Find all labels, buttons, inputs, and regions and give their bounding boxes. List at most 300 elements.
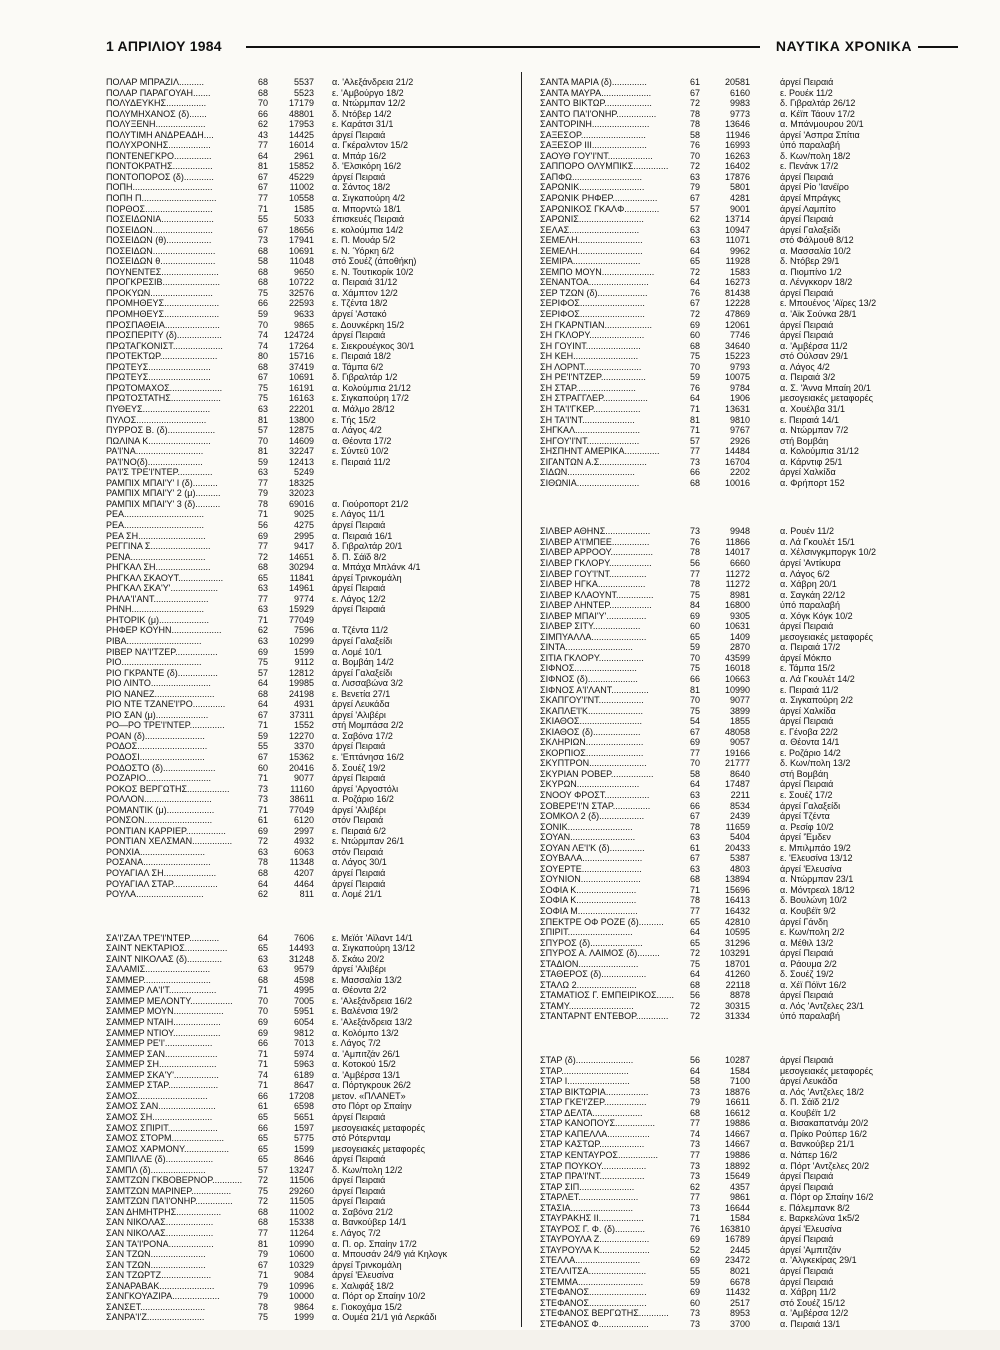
tonnage: 11264 xyxy=(289,1227,314,1238)
ship-name: ΣΑΝ ΝΙΚΟΛΑΣ................... xyxy=(106,1227,214,1238)
ship-row xyxy=(106,341,508,352)
ship-row xyxy=(540,246,900,257)
ship-row xyxy=(540,88,900,99)
ship-status: ε. Σουέζ 17/2 xyxy=(780,790,833,800)
ship-status: α. 'Αλεξάνδρεια 21/2 xyxy=(332,77,414,87)
ship-row xyxy=(540,990,900,1001)
build-year: 71 xyxy=(257,1080,268,1091)
ship-row xyxy=(540,225,900,236)
ship-name: ΣΤΑΡ Ι......................... xyxy=(540,1076,630,1087)
ship-status: ε. Πενάνκ 17/2 xyxy=(780,161,839,172)
ship-name: ΡΙΟ ΝΤΕ ΤΖΑΝΕ'Ι'ΡΟ............. xyxy=(106,699,226,710)
ship-status: α. Θέοντα 14/1 xyxy=(780,737,840,748)
build-year: 79 xyxy=(689,182,700,193)
ship-name: ΣΗ ΣΤΑΡ........................ xyxy=(540,382,636,393)
ship-row xyxy=(540,172,900,183)
tonnage: 17487 xyxy=(724,779,750,790)
build-year: 59 xyxy=(257,456,268,467)
ship-name: ΣΑΡΩΝΙΚ.......................... xyxy=(540,182,645,193)
ship-row xyxy=(106,1249,508,1260)
ship-name: ΡΗΛΑ'Ι'ΑΝΤ...................... xyxy=(106,593,209,604)
build-year: 74 xyxy=(689,1128,700,1139)
build-year: 68 xyxy=(257,77,268,87)
ship-row xyxy=(106,1270,508,1281)
build-year: 68 xyxy=(689,477,700,488)
ship-row xyxy=(106,1186,508,1197)
ship-name: ΡΕΓΓΙΝΑ Σ........................ xyxy=(106,541,211,552)
build-year: 66 xyxy=(689,467,700,478)
tonnage: 48058 xyxy=(724,726,750,737)
ship-row xyxy=(106,636,508,647)
tonnage: 11946 xyxy=(725,129,750,140)
ship-row xyxy=(540,109,900,120)
ship-row xyxy=(106,1101,508,1112)
build-year: 59 xyxy=(689,372,700,383)
ship-name: ΣΙΤΙΑ ΓΚΛΟΡΥ.................. xyxy=(540,652,644,663)
tonnage: 7746 xyxy=(729,330,750,341)
ship-row xyxy=(106,77,508,88)
ship-name: ΠΟΣΕΙΔΩΝ........................ xyxy=(106,224,213,235)
build-year: 60 xyxy=(689,330,700,341)
tonnage: 9864 xyxy=(293,1301,314,1312)
ship-row xyxy=(106,541,508,552)
build-year: 61 xyxy=(689,842,700,853)
build-year: 64 xyxy=(689,779,700,790)
ship-status: στό Ρότερνταμ xyxy=(332,1133,391,1144)
ship-row xyxy=(540,235,900,246)
ship-row xyxy=(106,509,508,520)
ship-status: άργεί Λευκάδα xyxy=(780,1076,838,1087)
build-year: 68 xyxy=(257,361,268,372)
ship-status: ε. Μεϊότ 'Αϊλαντ 14/1 xyxy=(332,932,413,943)
build-year: 60 xyxy=(257,762,268,773)
ship-row xyxy=(540,1182,900,1193)
ship-row xyxy=(106,320,508,331)
ship-row xyxy=(540,309,900,320)
ship-name: ΡΙΟ ΓΚΡΑΝΤΕ (δ)................ xyxy=(106,667,218,678)
ship-status: ύπό παραλαβή xyxy=(780,140,840,151)
build-year: 71 xyxy=(257,1270,268,1281)
tonnage: 17953 xyxy=(288,119,314,130)
ship-row xyxy=(106,1144,508,1155)
ship-row xyxy=(540,885,900,896)
ship-name: ΣΑΠΠΟΡΟ ΟΛΥΜΠΙΚΣ.............. xyxy=(540,161,669,172)
build-year: 59 xyxy=(257,309,268,320)
ship-row xyxy=(540,425,900,436)
build-year: 74 xyxy=(257,340,268,351)
ship-row xyxy=(106,879,508,890)
tonnage: 9025 xyxy=(293,509,314,520)
build-year: 67 xyxy=(689,193,700,204)
ship-name: ΡΙΟ ΝΑΝΕΖ........................ xyxy=(106,688,215,699)
build-year: 65 xyxy=(689,937,700,948)
tonnage: 17208 xyxy=(288,1090,314,1101)
ship-status: ε. Δουνκέρκη 15/2 xyxy=(332,319,405,330)
ship-status: ύπό παραλαβή xyxy=(780,600,840,611)
tonnage: 10287 xyxy=(724,1055,750,1066)
ship-name: ΠΟΣΕΙΔΩΝΙΑ..................... xyxy=(106,214,214,225)
ship-name: ΣΑΝ ΤΑ'Ι'ΡΟΝΑ.................. xyxy=(106,1238,214,1249)
build-year: 59 xyxy=(689,1276,700,1287)
ship-status: στό Σουέζ 15/12 xyxy=(780,1297,846,1308)
ship-name: ΣΤΑΣΙΑ......................... xyxy=(540,1202,633,1213)
ship-name: ΣΤΑΡ ΔΕΛΤΑ.................... xyxy=(540,1107,643,1118)
ship-name: ΠΡΟΓΚΡΕΣΙΒ....................... xyxy=(106,277,221,288)
ship-status: α. Λά Γκουλέτ 15/1 xyxy=(780,536,855,547)
ship-status: στο Πόρτ ορ Σπαίην xyxy=(332,1101,412,1112)
ship-name: ΣΙΛΒΕΡ Α'Ι'ΜΠΕΕ............... xyxy=(540,536,650,547)
build-year: 66 xyxy=(689,673,700,684)
build-year: 77 xyxy=(689,1118,700,1129)
build-year: 72 xyxy=(689,1000,700,1011)
tonnage: 10016 xyxy=(724,477,750,488)
ship-status: δ. Π. Σάϊδ 21/2 xyxy=(780,1097,840,1108)
ship-status: ε. Λάγος 7/2 xyxy=(332,1227,381,1238)
build-year: 69 xyxy=(689,737,700,748)
ship-status: δ. Κων/πολη 12/2 xyxy=(332,1164,403,1175)
ship-name: ΡΗΓΚΑΛ ΣΚΑ'Υ'................... xyxy=(106,583,218,594)
tonnage: 30294 xyxy=(288,562,314,573)
tonnage: 18701 xyxy=(724,958,750,969)
ship-status: α. Πειραιά 16/1 xyxy=(332,530,393,541)
ship-row xyxy=(106,1207,508,1218)
ship-name: ΠΟΝΤΟΠΟΡΟΣ (δ)............ xyxy=(106,171,214,182)
ship-status: α. Σαγκάη 22/12 xyxy=(780,589,846,600)
tonnage: 10722 xyxy=(288,277,314,288)
ship-row xyxy=(540,526,900,537)
build-year: 75 xyxy=(257,1185,268,1196)
tonnage: 69016 xyxy=(288,498,314,509)
ship-row xyxy=(106,943,508,954)
tonnage: 8534 xyxy=(729,800,750,811)
ship-row xyxy=(540,1108,900,1119)
ship-row xyxy=(540,758,900,769)
ship-name: ΡΕΑ................................ xyxy=(106,519,205,530)
ship-row xyxy=(106,436,508,447)
ship-status: στή Βομβάη xyxy=(780,768,829,779)
ship-row xyxy=(540,77,900,88)
tonnage: 5775 xyxy=(293,1133,314,1144)
tonnage: 1552 xyxy=(293,720,314,731)
ship-name: ΣΙΛΒΕΡ ΜΠΑΙ'Υ'................ xyxy=(540,610,647,621)
tonnage: 9084 xyxy=(293,1270,314,1281)
ship-row xyxy=(106,193,508,204)
ship-status: ε. Λάγος 11/1 xyxy=(332,509,385,520)
ship-status: έπισκευές Πειραιά xyxy=(332,214,405,225)
build-year: 73 xyxy=(689,456,700,467)
section-gap xyxy=(540,1022,900,1055)
ship-name: ΣΤΕΛΛΑ.......................... xyxy=(540,1255,641,1266)
ship-row xyxy=(540,980,900,991)
build-year: 63 xyxy=(689,832,700,843)
tonnage: 16413 xyxy=(724,895,750,906)
ship-name: ΠΟΛΥΞΕΝΗ.................... xyxy=(106,119,206,130)
tonnage: 32576 xyxy=(288,287,314,298)
tonnage: 18656 xyxy=(288,224,314,235)
ship-row xyxy=(540,1192,900,1203)
tonnage: 11002 xyxy=(289,1206,314,1217)
build-year: 70 xyxy=(257,98,268,109)
tonnage: 3700 xyxy=(729,1318,750,1329)
ship-status: δ. Ντόβερ 29/1 xyxy=(780,256,840,267)
ship-name: ΣΑΜΜΕΡ ΜΟΥΝ.................... xyxy=(106,1006,224,1017)
ship-row xyxy=(106,330,508,341)
tonnage: 6120 xyxy=(293,815,314,826)
ship-status: α. Μόντρεαλ 18/12 xyxy=(780,884,855,895)
build-year: 57 xyxy=(689,435,700,446)
build-year: 52 xyxy=(689,1244,700,1255)
build-year: 75 xyxy=(257,393,268,404)
build-year: 68 xyxy=(257,1206,268,1217)
ship-row xyxy=(540,1150,900,1161)
build-year: 54 xyxy=(689,716,700,727)
ship-row xyxy=(540,674,900,685)
ship-name: ΣΤΑΡ ΚΕΝΤΑΥΡΟΣ................ xyxy=(540,1149,658,1160)
tonnage: 41260 xyxy=(724,969,750,980)
tonnage: 16018 xyxy=(724,663,750,674)
ship-row xyxy=(540,351,900,362)
page-bottom-margin xyxy=(0,1330,1000,1350)
build-year: 67 xyxy=(257,709,268,720)
tonnage: 16191 xyxy=(288,382,314,393)
ship-name: ΠΟΛΥΔΕΥΚΗΣ................ xyxy=(106,98,207,109)
ship-status: άργεί Πειραιά xyxy=(780,214,834,225)
tonnage: 1906 xyxy=(729,393,750,404)
ship-status: άργεί Πειραιά xyxy=(332,1196,386,1207)
tonnage: 17941 xyxy=(288,235,314,246)
ship-status: άργεί Πειραιά xyxy=(332,878,386,889)
build-year: 75 xyxy=(257,657,268,668)
ship-row xyxy=(540,832,900,843)
tonnage: 5801 xyxy=(729,182,750,193)
ship-status: α. Χουέλβα 31/1 xyxy=(780,403,846,414)
ship-name: ΣΚΟΡΠΙΟΣ....................... xyxy=(540,747,644,758)
ship-row xyxy=(106,794,508,805)
ship-name: ΣΕΜΙΡΑ........................... xyxy=(540,256,641,267)
tonnage: 7013 xyxy=(293,1038,314,1049)
build-year: 64 xyxy=(257,150,268,161)
tonnage: 11272 xyxy=(725,568,750,579)
ship-row xyxy=(540,685,900,696)
build-year: 63 xyxy=(257,953,268,964)
tonnage: 10663 xyxy=(724,673,750,684)
ship-name: ΣΑ'Ι'ΖΑΛ ΤΡΕ'Ι'ΝΤΕΡ............ xyxy=(106,932,220,943)
ship-name: ΣΗ ΓΚΑΡΝΤΙΑΝ................... xyxy=(540,319,653,330)
ship-name: ΣΚΥΠΤΡΟΝ....................... xyxy=(540,758,647,769)
ship-row xyxy=(106,499,508,510)
ship-status: άργεί Πειραιά xyxy=(780,1234,834,1245)
ship-status: α. Θέοντα 17/2 xyxy=(332,435,392,446)
ship-name: ΣΑΜΜΕΡ ΜΕΛΟΝΤΥ................. xyxy=(106,995,233,1006)
ship-name: ΣΟΦΙΑ Κ........................ xyxy=(540,895,637,906)
ship-name: ΣΙΛΒΕΡ ΣΙΤΥ................... xyxy=(540,621,641,632)
ship-row xyxy=(106,868,508,879)
ship-status: στόν Πειραιά xyxy=(332,815,384,826)
ship-status: στόν Πειραιά xyxy=(332,846,384,857)
ship-status: ε. Ν. Τουτικορίκ 10/2 xyxy=(332,266,414,277)
ship-name: ΣΤΑΡΛΕΤ........................ xyxy=(540,1192,639,1203)
ship-row xyxy=(106,1112,508,1123)
ship-row xyxy=(106,1028,508,1039)
ship-name: ΣΑΜΟΣ ΣΤΟΡΜ..................... xyxy=(106,1133,225,1144)
build-year: 72 xyxy=(257,551,268,562)
ship-status: άργεί Τρινκομάλη xyxy=(332,1259,402,1270)
ship-name: ΣΑΡΩΝΙΚ ΡΗΦΕΡ.................. xyxy=(540,193,658,204)
tonnage: 4598 xyxy=(293,974,314,985)
build-year: 56 xyxy=(689,990,700,1001)
ship-status: α. Κουβέϊτ 1/2 xyxy=(780,1107,836,1118)
ship-row xyxy=(106,720,508,731)
tonnage: 16704 xyxy=(724,456,750,467)
ship-row xyxy=(540,822,900,833)
ship-row xyxy=(540,404,900,415)
ship-status: α. Χόγκ Κόγκ 10/2 xyxy=(780,610,853,621)
ship-name: ΡΟΔΟΣ............................ xyxy=(106,741,208,752)
build-year: 70 xyxy=(257,319,268,330)
tonnage: 10990 xyxy=(724,684,750,695)
ship-name: ΠΟΣΕΙΔΩΝ θ...................... xyxy=(106,256,216,267)
build-year: 64 xyxy=(689,245,700,256)
ship-status: α. Μπάρ 16/2 xyxy=(332,150,387,161)
build-year: 64 xyxy=(257,699,268,710)
build-year: 57 xyxy=(689,203,700,214)
ship-name: ΣΑΝ ΤΖΩΡΤΖ.................... xyxy=(106,1270,212,1281)
tonnage: 29260 xyxy=(288,1185,314,1196)
ship-name: ΣΤΑΡ ΣΙΠ...................... xyxy=(540,1181,635,1192)
ship-status: άργεί 'Αλιβέρι xyxy=(332,964,386,975)
ship-name: ΣΚΛΗΡΙΩΝ....................... xyxy=(540,737,644,748)
ship-status: άργεί Πειραιά xyxy=(332,171,386,182)
build-year: 76 xyxy=(689,140,700,151)
ship-name: ΣΙΛΒΕΡ ΓΚΛΟΡΥ................. xyxy=(540,557,652,568)
ship-row xyxy=(540,769,900,780)
ship-name: ΣΤΑΡ ΒΙΚΤΩΡΙΑ................. xyxy=(540,1086,649,1097)
ship-name: ΠΟΣΕΙΔΩΝ......................... xyxy=(106,245,216,256)
build-year: 77 xyxy=(257,1227,268,1238)
ship-status: α. Βανκούβερ 21/1 xyxy=(780,1139,855,1150)
tonnage: 17179 xyxy=(288,98,314,109)
ship-status: α. Πειραιά 3/2 xyxy=(780,372,836,383)
build-year: 65 xyxy=(257,572,268,583)
tonnage: 6063 xyxy=(293,846,314,857)
ship-name: ΣΤΕΜΜΑ.......................... xyxy=(540,1276,644,1287)
build-year: 76 xyxy=(689,287,700,298)
ship-status: ε. Σύντεϋ 10/2 xyxy=(332,446,389,457)
ship-row xyxy=(106,763,508,774)
ship-row xyxy=(106,647,508,658)
ship-name: ΡΙΒΕΡ ΝΑ'Ι'ΤΖΕΡ................. xyxy=(106,646,218,657)
ship-name: ΣΑΜΜΕΡ ΣΗ....................... xyxy=(106,1059,217,1070)
build-year: 81 xyxy=(689,414,700,425)
ship-status: α. Πόρτ 'Αντζελες 20/2 xyxy=(780,1160,870,1171)
ship-name: ΣΚΥΡΙΑΝ ΡΟΒΕΡ................. xyxy=(540,768,654,779)
tonnage: 10075 xyxy=(724,372,750,383)
ship-row xyxy=(106,710,508,721)
build-year: 65 xyxy=(689,256,700,267)
ship-row xyxy=(106,467,508,478)
build-year: 77 xyxy=(689,446,700,457)
tonnage: 22593 xyxy=(288,298,314,309)
build-year: 68 xyxy=(257,1217,268,1228)
ship-status: α. Πειραιά 17/2 xyxy=(780,642,841,653)
ship-name: ΡΗΝΗ............................. xyxy=(106,604,205,615)
tonnage: 2439 xyxy=(729,811,750,822)
ship-name: ΣΑΜΟΣ ΣΑΝ....................... xyxy=(106,1101,216,1112)
ship-row xyxy=(106,309,508,320)
tonnage: 1599 xyxy=(293,646,314,657)
ship-status: α. Κολούμπια 31/12 xyxy=(780,446,859,457)
ship-row xyxy=(540,119,900,130)
build-year: 71 xyxy=(257,1048,268,1059)
tonnage: 1599 xyxy=(293,1143,314,1154)
ship-status: άργεί Μπράγκς xyxy=(780,193,841,204)
ship-status: α. Κολούμπια 21/12 xyxy=(332,382,411,393)
tonnage: 24198 xyxy=(288,688,314,699)
tonnage: 124724 xyxy=(283,330,314,341)
ship-name: ΣΙΔΩΝ........................... xyxy=(540,467,635,478)
ship-row xyxy=(540,151,900,162)
tonnage: 10299 xyxy=(288,635,314,646)
build-year: 55 xyxy=(257,214,268,225)
build-year: 65 xyxy=(257,1111,268,1122)
build-year: 67 xyxy=(689,298,700,309)
ship-name: ΣΑΟΥΘ ΓΟΥ'Ι'ΝΤ.................. xyxy=(540,150,653,161)
ship-status: δ. 'Ελσικόρη 16/2 xyxy=(332,161,402,172)
build-year: 63 xyxy=(689,235,700,246)
ship-name: ΣΑΜΟΣ ΣΠΙΡΙΤ.................... xyxy=(106,1122,218,1133)
ship-status: ε. Γιοκοχάμα 15/2 xyxy=(332,1301,402,1312)
tonnage: 4932 xyxy=(293,836,314,847)
ship-row xyxy=(540,621,900,632)
ship-name: ΣΟΥΑΝ.......................... xyxy=(540,832,636,843)
ship-row xyxy=(540,467,900,478)
ship-name: ΡΙΒΑ.............................. xyxy=(106,635,202,646)
build-year: 68 xyxy=(257,688,268,699)
tonnage: 6598 xyxy=(293,1101,314,1112)
ship-row xyxy=(106,1165,508,1176)
build-year: 63 xyxy=(689,171,700,182)
ship-status: α. Ρεσίφ 10/2 xyxy=(780,821,834,832)
ship-status: ε. 'Αλεξάνδρεια 16/2 xyxy=(332,995,413,1006)
ship-name: ΡΟΝΤΙΑΝ ΚΑΡΡΙΕΡ................ xyxy=(106,825,226,836)
build-year: 70 xyxy=(257,435,268,446)
tonnage: 37419 xyxy=(288,361,314,372)
ship-row xyxy=(106,119,508,130)
build-year: 63 xyxy=(257,846,268,857)
ship-row xyxy=(540,790,900,801)
column-divider xyxy=(521,72,522,1327)
ship-row xyxy=(106,1239,508,1250)
ship-status: ε. Λάγος 7/2 xyxy=(332,1038,381,1049)
tonnage: 2926 xyxy=(729,435,750,446)
ship-status: άργεί 'Αστακό xyxy=(332,309,387,320)
tonnage: 5523 xyxy=(293,87,314,98)
ship-row xyxy=(540,1319,900,1330)
ship-name: ΣΑΙΝΤ ΝΙΚΟΛΑΣ (δ).............. xyxy=(106,953,223,964)
build-year: 68 xyxy=(689,874,700,885)
build-year: 72 xyxy=(689,1011,700,1022)
ship-row xyxy=(540,161,900,172)
build-year: 64 xyxy=(689,277,700,288)
ship-row xyxy=(540,537,900,548)
build-year: 70 xyxy=(689,695,700,706)
build-year: 76 xyxy=(689,536,700,547)
tonnage: 6678 xyxy=(729,1276,750,1287)
ship-name: ΣΚΑΠΓΟΥ'Ι'ΝΤ.................. xyxy=(540,695,644,706)
ship-row xyxy=(540,298,900,309)
ship-name: ΠΥΘΕΥΣ........................... xyxy=(106,403,211,414)
ship-name: ΡΟΝΣΟΝ........................... xyxy=(106,815,213,826)
